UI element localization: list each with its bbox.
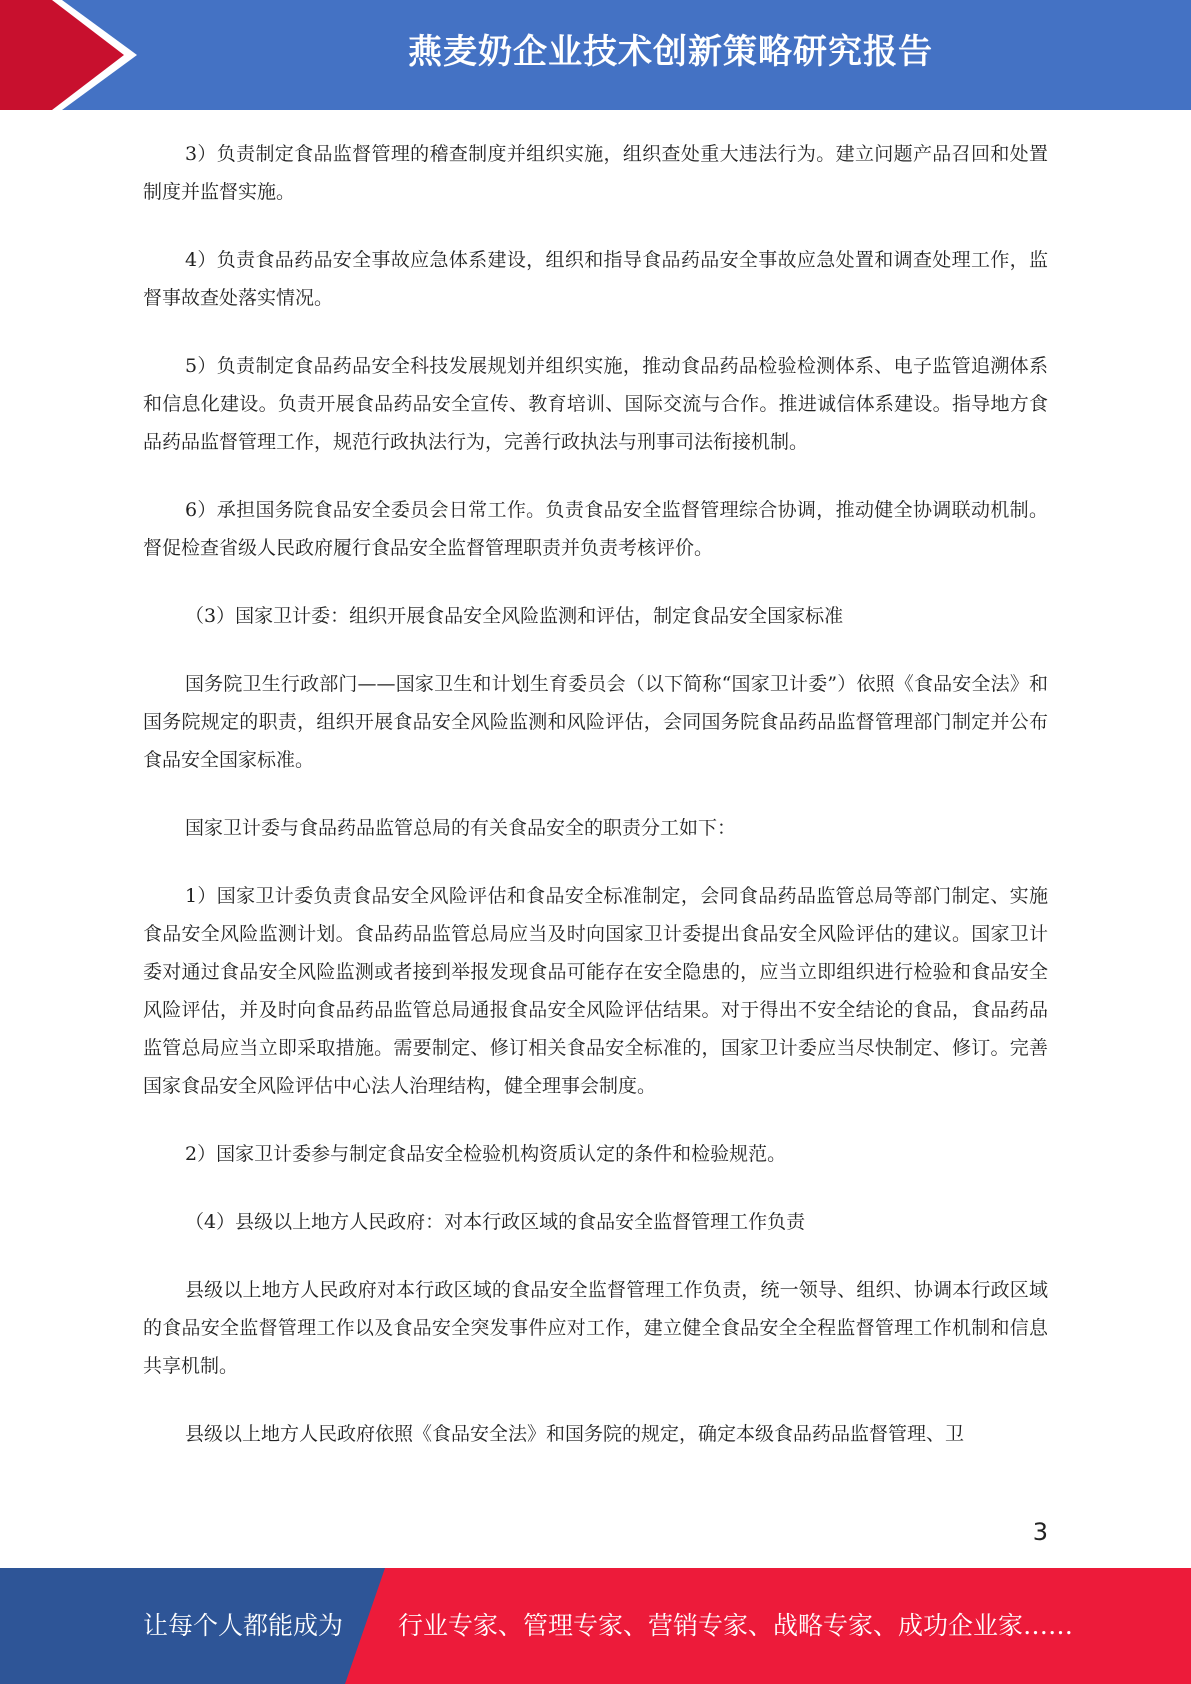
section-heading: （4）县级以上地方人民政府：对本行政区域的食品安全监督管理工作负责 bbox=[185, 1211, 806, 1233]
paragraph: 5）负责制定食品药品安全科技发展规划并组织实施，推动食品药品检验检测体系、电子监管追溯体系和信息化建设。负责开展食品药品安全宣传、教育培训、国际交流与合作。推进诚信体系建设。指导地方食品药品监督管理工作，规范行政执法行为，完善行政执法与刑事司法衔接机制。 bbox=[143, 355, 1048, 453]
paragraph: 4）负责食品药品安全事故应急体系建设，组织和指导食品药品安全事故应急处置和调查处理工作，监督事故查处落实情况。 bbox=[143, 249, 1048, 309]
page-number: 3 bbox=[1032, 1518, 1048, 1546]
paragraph: 县级以上地方人民政府依照《食品安全法》和国务院的规定，确定本级食品药品监督管理、卫 bbox=[185, 1423, 965, 1445]
paragraph: 3）负责制定食品监督管理的稽查制度并组织实施，组织查处重大违法行为。建立问题产品召回和处置制度并监督实施。 bbox=[143, 143, 1048, 203]
section-heading: （3）国家卫计委：组织开展食品安全风险监测和评估，制定食品安全国家标准 bbox=[185, 605, 844, 627]
paragraph: 国家卫计委与食品药品监管总局的有关食品安全的职责分工如下： bbox=[185, 817, 737, 839]
page-footer bbox=[0, 1568, 1191, 1684]
paragraph: 国务院卫生行政部门——国家卫生和计划生育委员会（以下简称“国家卫计委”）依照《食品安全法》和国务院规定的职责，组织开展食品安全风险监测和风险评估，会同国务院食品药品监督管理部门制定并公布食品安全国家标准。 bbox=[143, 673, 1048, 771]
paragraph: 6）承担国务院食品安全委员会日常工作。负责食品安全监督管理综合协调，推动健全协调联动机制。督促检查省级人民政府履行食品安全监督管理职责并负责考核评价。 bbox=[143, 499, 1048, 559]
document-body bbox=[143, 135, 1048, 1453]
paragraph: 1）国家卫计委负责食品安全风险评估和食品安全标准制定，会同食品药品监管总局等部门制定、实施食品安全风险监测计划。食品药品监管总局应当及时向国家卫计委提出食品安全风险评估的建议。国家卫计委对通过食品安全风险监测或者接到举报发现食品可能存在安全隐患的，应当立即组织进行检验和食品安全风险评估，并及时向食品药品监管总局通报食品安全风险评估结果。对于得出不安全结论的食品，食品药品监管总局应当立即采取措施。需要制定、修订相关食品安全标准的，国家卫计委应当尽快制定、修订。完善国家食品安全风险评估中心法人治理结构，健全理事会制度。 bbox=[143, 885, 1048, 1097]
footer-slogan-left: 让每个人都能成为 bbox=[143, 1611, 344, 1640]
header-chevron-icon bbox=[0, 0, 160, 110]
report-title: 燕麦奶企业技术创新策略研究报告 bbox=[408, 32, 933, 72]
paragraph: 县级以上地方人民政府对本行政区域的食品安全监督管理工作负责，统一领导、组织、协调本行政区域的食品安全监督管理工作以及食品安全突发事件应对工作，建立健全食品安全全程监督管理工作机制和信息共享机制。 bbox=[143, 1279, 1048, 1377]
page-header bbox=[0, 0, 1191, 110]
footer-slogan-right: 行业专家、管理专家、营销专家、战略专家、成功企业家…… bbox=[398, 1611, 1074, 1640]
paragraph: 2）国家卫计委参与制定食品安全检验机构资质认定的条件和检验规范。 bbox=[185, 1143, 787, 1165]
